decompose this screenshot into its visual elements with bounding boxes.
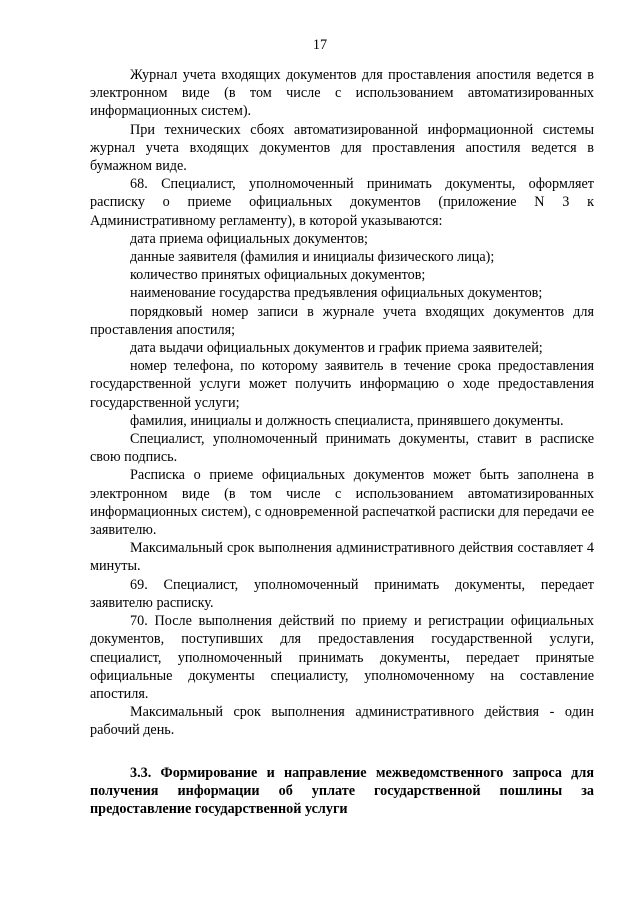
paragraph-journal-electronic: Журнал учета входящих документов для проставления апостиля ведется в электронном виде (в том числе с использованием автоматизированных информационных систем). xyxy=(90,67,594,120)
section-heading: 3.3. Формирование и направление межведомственного запроса для получения информации об уплате государственной пошлины за предоставление государственной услуги xyxy=(90,764,594,817)
list-item: дата выдачи официальных документов и график приема заявителей; xyxy=(130,340,543,357)
section-gap xyxy=(90,740,594,764)
page-number: 17 xyxy=(312,37,328,53)
document-body xyxy=(90,66,594,818)
list-item: номер телефона, по которому заявитель в течение срока предоставления государственной услуги может получить информацию о ходе предоставления государственной услуги; xyxy=(90,358,594,411)
list-item: данные заявителя (фамилия и инициалы физического лица); xyxy=(130,249,495,266)
paragraph-max-time-day: Максимальный срок выполнения административного действия - один рабочий день. xyxy=(90,704,594,739)
list-item: фамилия, инициалы и должность специалиста, принявшего документы. xyxy=(130,412,564,429)
paragraph-signature: Специалист, уполномоченный принимать документы, ставит в расписке свою подпись. xyxy=(90,431,594,466)
list-item: дата приема официальных документов; xyxy=(130,230,368,247)
list-item: порядковый номер записи в журнале учета входящих документов для проставления апостиля; xyxy=(90,303,594,338)
paragraph-journal-paper: При технических сбоях автоматизированной информационной системы журнал учета входящих документов для проставления апостиля ведется в бумажном виде. xyxy=(90,121,594,175)
list-item: наименование государства предъявления официальных документов; xyxy=(130,285,543,302)
list-item: количество принятых официальных документов; xyxy=(130,267,426,284)
paragraph-item-69: 69. Специалист, уполномоченный принимать документы, передает заявителю расписку. xyxy=(90,576,594,611)
paragraph-electronic-receipt: Расписка о приеме официальных документов может быть заполнена в электронном виде (в том числе с использованием автоматизированных информационных систем), с одновременной распечаткой расписки для передачи ее заявителю. xyxy=(90,467,594,539)
paragraph-max-time: Максимальный срок выполнения административного действия составляет 4 минуты. xyxy=(90,540,594,575)
paragraph-item-68: 68. Специалист, уполномоченный принимать документы, оформляет расписку о приеме официальных документов (приложение N 3 к Административному регламенту), в которой указываются: xyxy=(90,176,594,229)
paragraph-item-70: 70. После выполнения действий по приему и регистрации официальных документов, поступивших для предоставления государственной услуги, специалист, уполномоченный принимать документы, передает принятые официальные документы специалисту, уполномоченному на составление апостиля. xyxy=(90,613,594,702)
